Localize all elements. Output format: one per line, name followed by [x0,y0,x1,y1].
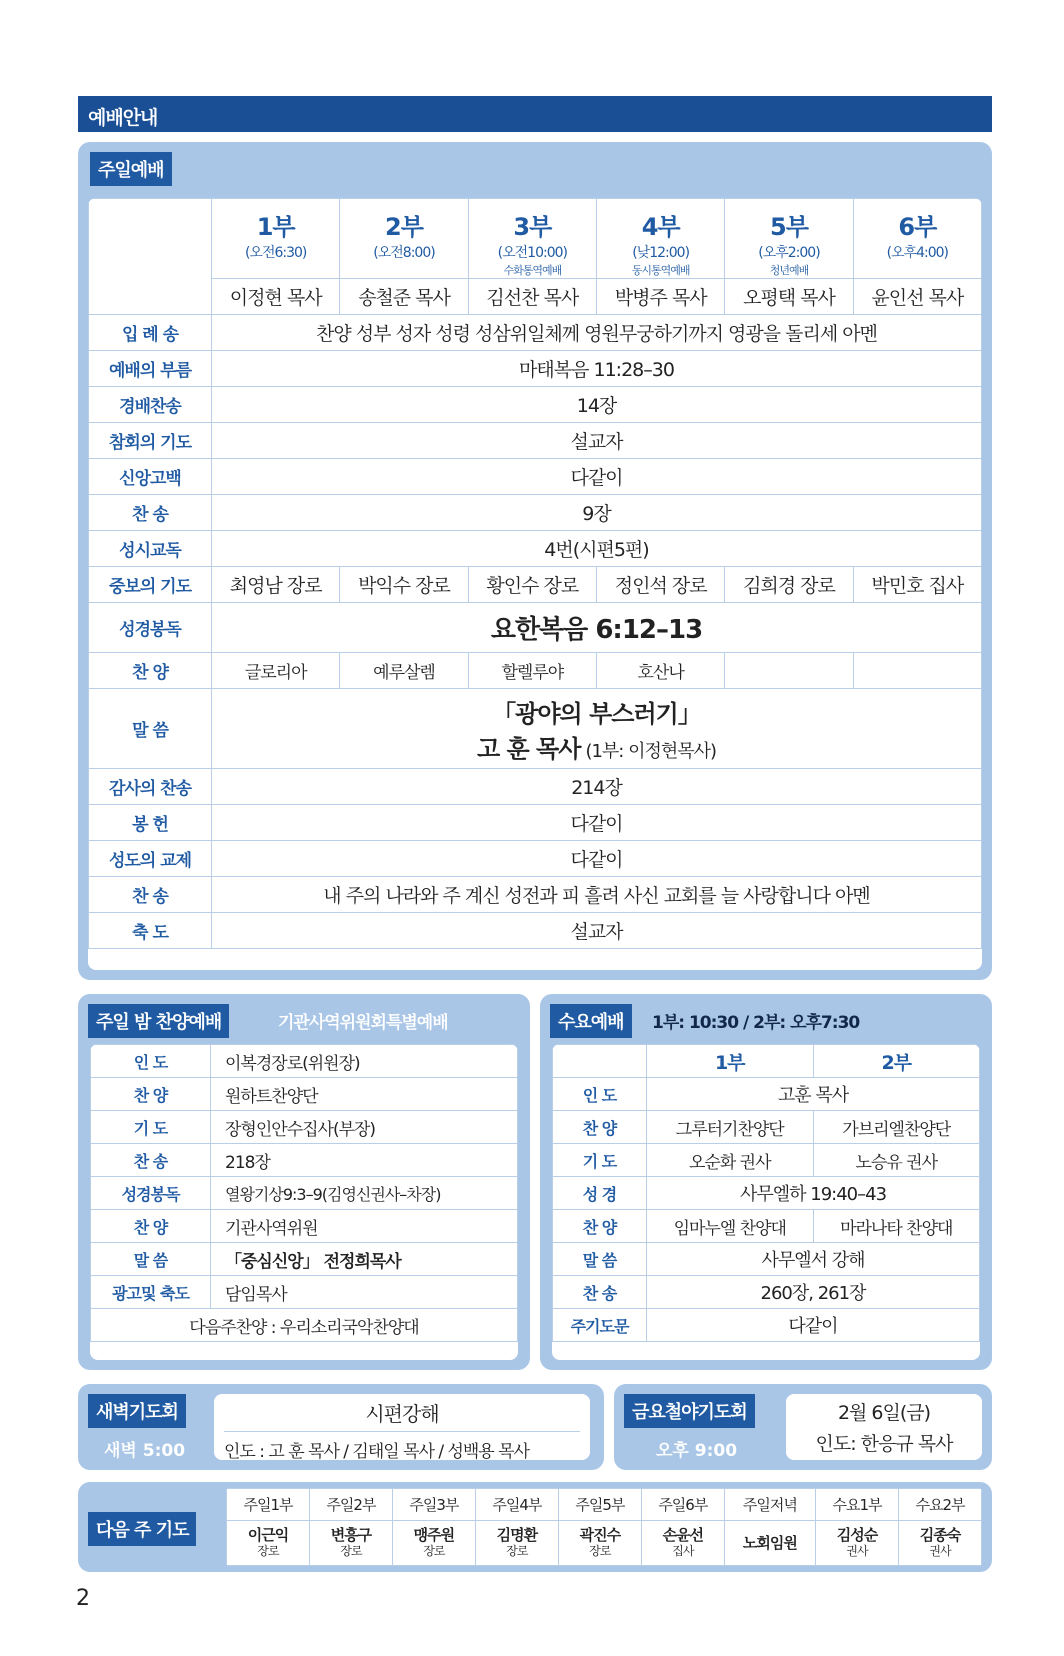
prayer-4: 정인석 장로 [596,567,724,603]
intro-hymn: 찬양 성부 성자 성령 성삼위일체께 영원무궁하기까지 영광을 돌리세 아멘 [212,315,982,351]
row-value-2: 가브리엘찬양단 [813,1111,980,1144]
row-value: 장형인안수집사(부장) [211,1111,518,1144]
service-6-header: 6부 (오후4:00) [853,199,981,279]
row-label: 봉 헌 [89,805,212,841]
night-worship-table [90,1044,518,1342]
next-person: 변흥구 장로 [309,1521,392,1566]
next-svc: 주일2부 [309,1489,392,1521]
next-person: 김성순 권사 [816,1521,899,1566]
next-person: 손윤선 집사 [641,1521,724,1566]
service-4-leader: 박병주 목사 [596,279,724,315]
row-label: 기 도 [553,1144,647,1177]
next-person: 맹주원 장로 [392,1521,475,1566]
next-person: 김명환 장로 [475,1521,558,1566]
section-title: 예배안내 [78,96,992,132]
prayer-2: 박익수 장로 [340,567,468,603]
row-label: 광고및 축도 [91,1276,211,1309]
sunday-worship-panel [78,142,992,980]
next-person: 노회임원 [724,1521,815,1566]
row-value-1: 오순화 권사 [647,1144,814,1177]
choir-4: 호산나 [596,653,724,689]
sunday-worship-tag: 주일예배 [90,152,172,186]
friday-prayer-date: 2월 6일(금) [837,1402,931,1424]
night-worship-table-wrap [90,1044,518,1360]
row-label: 말 씀 [553,1243,647,1276]
next-svc: 주일저녁 [724,1489,815,1521]
benediction: 설교자 [212,913,982,949]
dawn-prayer-time: 새벽 5:00 [104,1441,186,1461]
next-week-prayer-panel [78,1482,992,1572]
thanks-hymn: 214장 [212,769,982,805]
night-worship-subtitle: 기관사역위원회특별예배 [278,1013,448,1033]
row-label: 성경봉독 [89,603,212,653]
row-value-2: 노승유 권사 [813,1144,980,1177]
next-person: 김종숙 권사 [898,1521,981,1566]
row-label: 참회의 기도 [89,423,212,459]
next-person: 이근익 장로 [227,1521,310,1566]
service-2-header: 2부 (오전8:00) [340,199,468,279]
service-3-header: 3부 (오전10:00) 수화통역예배 [468,199,596,279]
sermon-cell [212,689,982,769]
next-week-choir: 다음주찬양 : 우리소리국악찬양대 [91,1309,518,1342]
next-svc: 주일6부 [641,1489,724,1521]
closing-hymn: 내 주의 나라와 주 계신 성전과 피 흘려 사신 교회를 늘 사랑합니다 아멘 [212,877,982,913]
choir-6 [853,653,981,689]
sermon-note: (1부: 이정현목사) [585,740,717,762]
sermon-title: 「광야의 부스러기」 [492,699,701,728]
dawn-prayer-tag: 새벽기도회 [88,1394,186,1428]
next-svc: 주일4부 [475,1489,558,1521]
row-value: 고훈 목사 [647,1078,980,1111]
wednesday-table [552,1044,980,1342]
row-value-1: 그루터기찬양단 [647,1111,814,1144]
row-label: 찬 양 [91,1078,211,1111]
choir-1: 글로리아 [212,653,340,689]
row-value: 「중심신앙」 전정희목사 [211,1243,518,1276]
row-label: 찬 송 [89,495,212,531]
col-2-header: 2부 [813,1045,980,1078]
row-label: 성경봉독 [91,1177,211,1210]
next-svc: 주일5부 [558,1489,641,1521]
creed: 다같이 [212,459,982,495]
row-label: 경배찬송 [89,387,212,423]
choir-3: 할렐루야 [468,653,596,689]
row-value-1: 임마누엘 찬양대 [647,1210,814,1243]
row-label: 찬 양 [553,1210,647,1243]
dawn-prayer-leaders: 인도 : 고 훈 목사 / 김태일 목사 / 성백용 목사 [224,1442,529,1460]
corner-cell [553,1045,647,1078]
wednesday-worship-tag: 수요예배 [550,1004,632,1038]
night-worship-tag: 주일 밤 찬양예배 [88,1004,229,1038]
friday-prayer-tag: 금요철야기도회 [624,1394,755,1428]
row-label: 찬 송 [91,1144,211,1177]
choir-5 [725,653,853,689]
sunday-worship-table-wrap [88,198,982,970]
row-value: 기관사역위원 [211,1210,518,1243]
next-svc: 주일1부 [227,1489,310,1521]
wednesday-times: 1부: 10:30 / 2부: 오후7:30 [652,1013,860,1033]
night-worship-panel [78,994,530,1370]
repentance-prayer: 설교자 [212,423,982,459]
service-5-leader: 오평택 목사 [725,279,853,315]
row-label: 기 도 [91,1111,211,1144]
service-6-leader: 윤인선 목사 [853,279,981,315]
row-value: 이복경장로(위원장) [211,1045,518,1078]
row-value: 원하트찬양단 [211,1078,518,1111]
friday-prayer-box [786,1394,982,1460]
row-label: 성 경 [553,1177,647,1210]
page-number: 2 [76,1586,90,1611]
wednesday-worship-panel [540,994,992,1370]
service-4-header: 4부 (낮12:00) 동시통역예배 [596,199,724,279]
friday-prayer-panel [614,1384,992,1470]
next-svc: 수요2부 [898,1489,981,1521]
wednesday-table-wrap [552,1044,980,1360]
next-week-prayer-tag: 다음 주 기도 [88,1512,196,1546]
row-value: 사무엘하 19:40–43 [647,1177,980,1210]
col-1-header: 1부 [647,1045,814,1078]
row-label: 찬 양 [89,653,212,689]
row-value: 다같이 [647,1309,980,1342]
row-label: 찬 양 [91,1210,211,1243]
row-label: 축 도 [89,913,212,949]
friday-prayer-leader: 인도: 한응규 목사 [815,1433,953,1455]
sermon-preacher: 고 훈 목사 [476,734,581,763]
row-label: 성도의 교제 [89,841,212,877]
row-label: 성시교독 [89,531,212,567]
row-value: 담임목사 [211,1276,518,1309]
row-label: 인 도 [553,1078,647,1111]
row-label: 인 도 [91,1045,211,1078]
scripture-reading: 요한복음 6:12–13 [212,603,982,653]
service-5-header: 5부 (오후2:00) 청년예배 [725,199,853,279]
prayer-1: 최영남 장로 [212,567,340,603]
responsive-reading: 4번(시편5편) [212,531,982,567]
row-value: 260장, 261장 [647,1276,980,1309]
row-value: 218장 [211,1144,518,1177]
dawn-prayer-title: 시편강해 [224,1398,580,1432]
next-svc: 주일3부 [392,1489,475,1521]
row-label: 신앙고백 [89,459,212,495]
prayer-6: 박민호 집사 [853,567,981,603]
next-person: 곽진수 장로 [558,1521,641,1566]
row-value: 열왕기상9:3–9(김영신권사–차장) [211,1177,518,1210]
row-value-2: 마라나타 찬양대 [813,1210,980,1243]
prayer-5: 김희경 장로 [725,567,853,603]
dawn-prayer-panel [78,1384,604,1470]
service-3-leader: 김선찬 목사 [468,279,596,315]
sunday-worship-table [88,198,982,949]
corner-cell [89,199,212,315]
row-label: 찬 송 [89,877,212,913]
row-label: 예배의 부름 [89,351,212,387]
row-label: 찬 양 [553,1111,647,1144]
row-label: 주기도문 [553,1309,647,1342]
next-week-table-wrap [226,1488,982,1566]
offering: 다같이 [212,805,982,841]
next-week-table [226,1488,982,1566]
prayer-3: 황인수 장로 [468,567,596,603]
next-svc: 수요1부 [816,1489,899,1521]
choir-2: 예루살렘 [340,653,468,689]
row-label: 말 씀 [91,1243,211,1276]
row-label: 입 례 송 [89,315,212,351]
row-label: 중보의 기도 [89,567,212,603]
service-2-leader: 송철준 목사 [340,279,468,315]
dawn-prayer-box [214,1394,590,1460]
row-label: 감사의 찬송 [89,769,212,805]
call-to-worship: 마태복음 11:28–30 [212,351,982,387]
row-value: 사무엘서 강해 [647,1243,980,1276]
service-1-leader: 이정현 목사 [212,279,340,315]
friday-prayer-time: 오후 9:00 [656,1441,738,1461]
fellowship: 다같이 [212,841,982,877]
service-1-header: 1부 (오전6:30) [212,199,340,279]
hymn: 9장 [212,495,982,531]
row-label: 찬 송 [553,1276,647,1309]
row-label: 말 씀 [89,689,212,769]
worship-hymn: 14장 [212,387,982,423]
